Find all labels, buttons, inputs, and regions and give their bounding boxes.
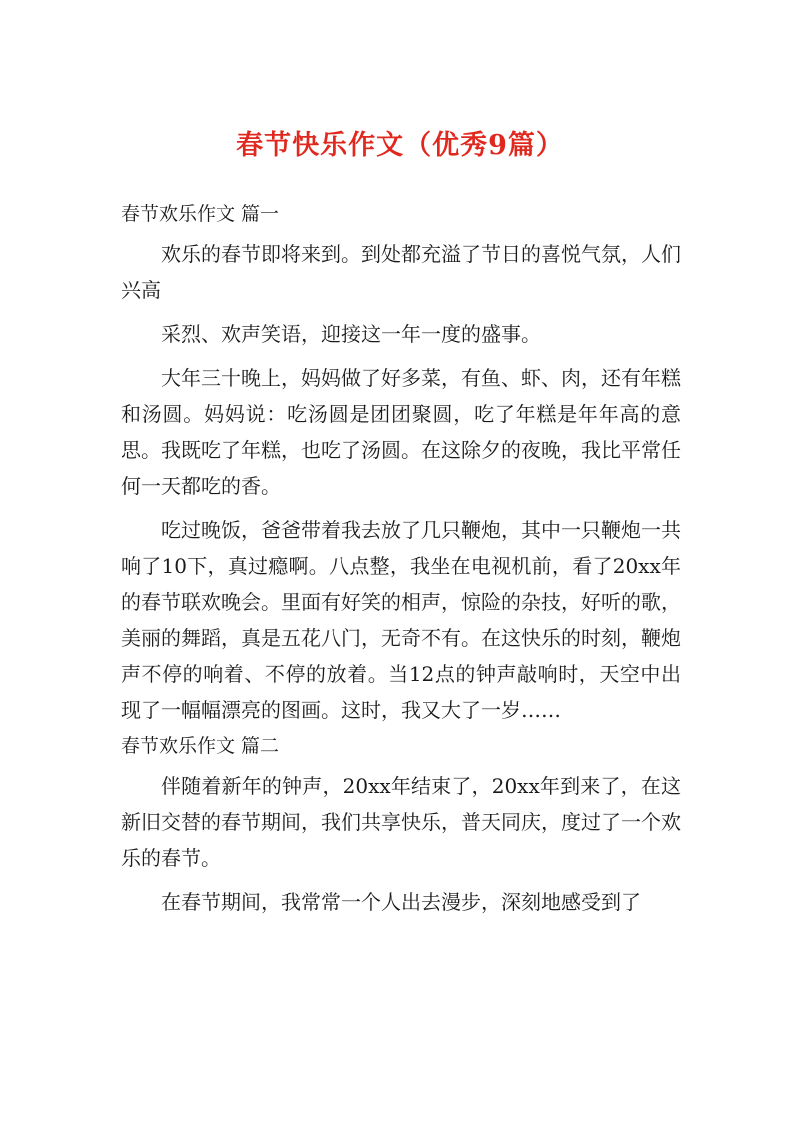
essay-section-1 xyxy=(121,196,681,728)
paragraph: 在春节期间，我常常一个人出去漫步，深刻地感受到了 xyxy=(161,890,641,914)
paragraph: 大年三十晚上，妈妈做了好多菜，有鱼、虾、肉，还有年糕和汤圆。妈妈说：吃汤圆是团团聚圆，吃了年糕是年年高的意思。我既吃了年糕，也吃了汤圆。在这除夕的夜晚，我比平常任何一天都吃的香。 xyxy=(121,366,681,498)
document-body xyxy=(121,196,681,920)
paragraph: 欢乐的春节即将来到。到处都充溢了节日的喜悦气氛，人们兴高 xyxy=(121,242,681,302)
paragraph: 采烈、欢声笑语，迎接这一年一度的盛事。 xyxy=(161,322,541,346)
essay-section-2 xyxy=(121,728,681,920)
document-title: 春节快乐作文（优秀9篇） xyxy=(236,130,564,161)
section-heading: 春节欢乐作文 篇一 xyxy=(121,203,280,225)
paragraph: 伴随着新年的钟声，20xx年结束了，20xx年到来了，在这新旧交替的春节期间，我们共享快乐，普天同庆，度过了一个欢乐的春节。 xyxy=(121,774,681,870)
paragraph: 吃过晚饭，爸爸带着我去放了几只鞭炮，其中一只鞭炮一共响了10下，真过瘾啊。八点整，我坐在电视机前，看了20xx年的春节联欢晚会。里面有好笑的相声，惊险的杂技，好听的歌，美丽的舞蹈，真是五花八门，无奇不有。在这快乐的时刻，鞭炮声不停的响着、不停的放着。当12点的钟声敲响时，天空中出现了一幅幅漂亮的图画。这时，我又大了一岁…… xyxy=(121,518,681,722)
section-heading: 春节欢乐作文 篇二 xyxy=(121,735,280,757)
